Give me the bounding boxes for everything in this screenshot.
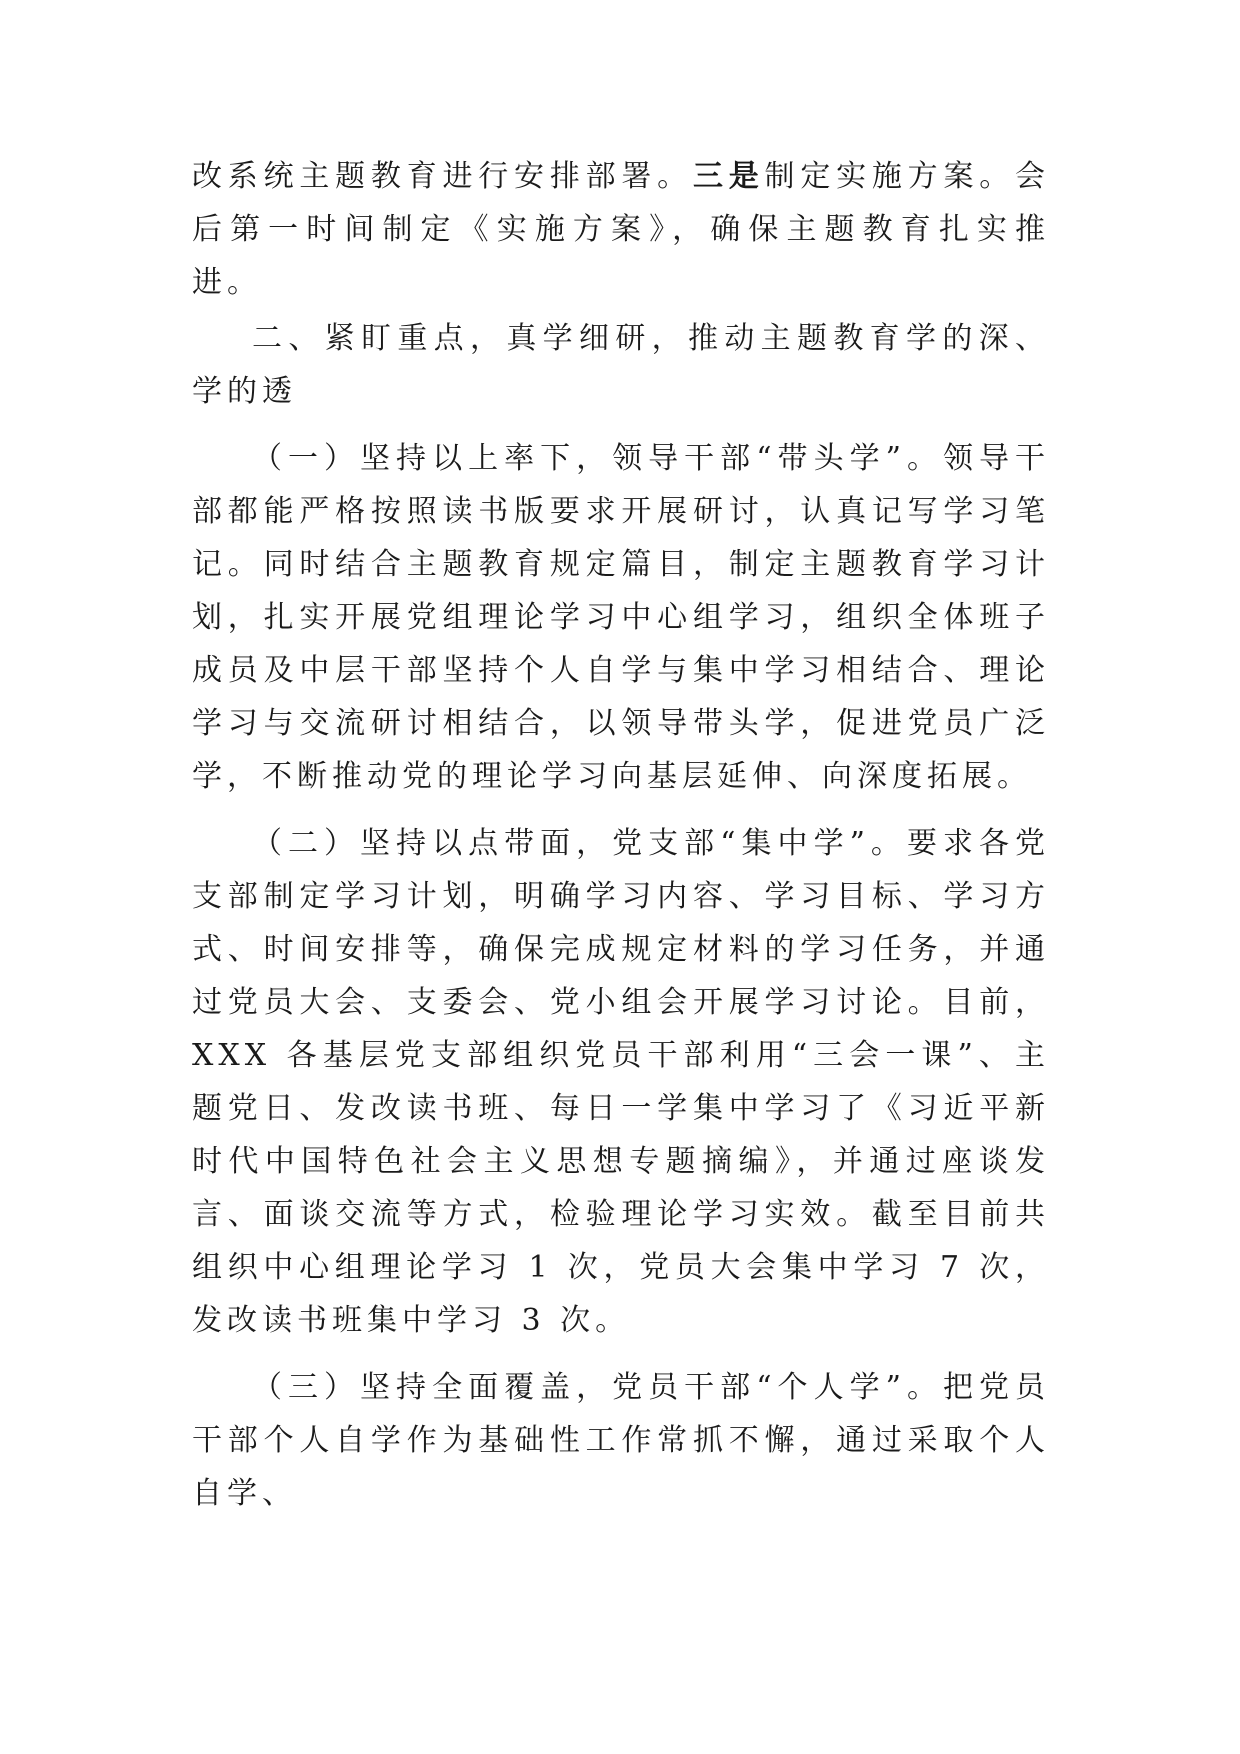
paragraph-item-2: （二）坚持以点带面，党支部“集中学”。要求各党支部制定学习计划，明确学习内容、学习目标、学习方式、时间安排等，确保完成规定材料的学习任务，并通过党员大会、支委会、党小组会开展学习讨论。目前， XXX 各基层党支部组织党员干部利用“三会一课”、主题党日、发改读书班、每日一学集中学习了《习近平新时代中国特色社会主义思想专题摘编》，并通过座谈发言、面谈交流等方式，检验理论学习实效。截至目前共组织中心组理论学习 1 次，党员大会集中学习 7 次，发改读书班集中学习 3 次。 (192, 826, 1050, 1338)
paragraph-item-1: （一）坚持以上率下，领导干部“带头学”。领导干部都能严格按照读书版要求开展研讨，认真记写学习笔记。同时结合主题教育规定篇目，制定主题教育学习计划，扎实开展党组理论学习中心组学习，组织全体班子成员及中层干部坚持个人自学与集中学习相结合、理论学习与交流研讨相结合，以领导带头学，促进党员广泛学，不断推动党的理论学习向基层延伸、向深度拓展。 (192, 441, 1050, 794)
intro-text-start: 改系统主题教育进行安排部署。 (192, 159, 693, 194)
document-body (192, 150, 1050, 1520)
intro-paragraph (192, 150, 1050, 309)
intro-text-end: 制定实施方案。会后第一时间制定《实施方案》，确保主题教育扎实推进。 (192, 159, 1051, 300)
bold-marker: 三是 (692, 159, 765, 194)
section-heading: 二、紧盯重点，真学细研，推动主题教育学的深、学的透 (192, 321, 1050, 409)
paragraph-item-3: （三）坚持全面覆盖，党员干部“个人学”。把党员干部个人自学作为基础性工作常抓不懈，通过采取个人自学、 (192, 1370, 1050, 1511)
